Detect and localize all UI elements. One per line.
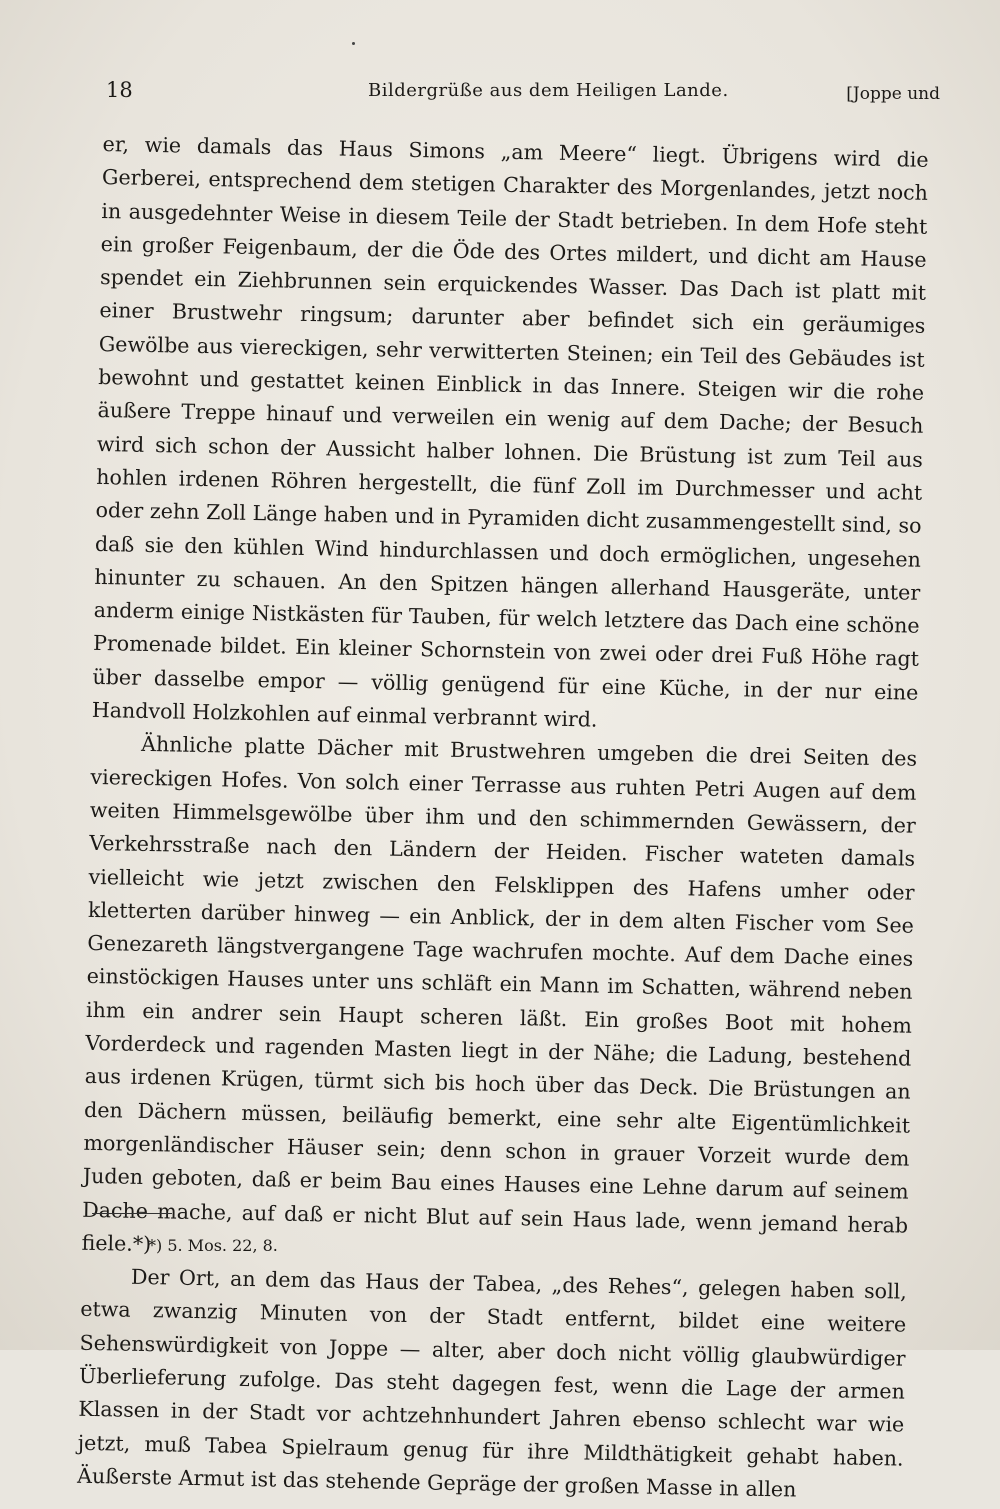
page-number: 18 — [106, 78, 133, 102]
section-marker: [Joppe und — [846, 84, 940, 104]
paragraph: Ähnliche platte Dächer mit Brustwehren umgeben die drei Seiten des viereckigen Hofes. Von solch einer Terrasse aus ruhten Petri Augen auf dem weiten Himmelsgewölbe über ihm und den schimmernden Gewässern, der Verkehrsstraße nach den Ländern der Heiden. Fischer wateten damals vielleicht wie jetzt zwischen den Felsklippen des Hafens umher oder kletterten darüber hinweg — ein Anblick, der in dem alten Fischer vom See Genezareth längstvergangene Tage wachrufen mochte. Auf dem Dache eines einstöckigen Hauses unter uns schläft ein Mann im Schatten, während neben ihm ein andrer sein Haupt scheren läßt. Ein großes Boot mit hohem Vorderdeck und ragenden Masten liegt in der Nähe; die Ladung, bestehend aus irdenen Krügen, türmt sich bis hoch über das Deck. Die Brüstungen an den Dächern müssen, beiläufig bemerkt, eine sehr alte Eigentümlichkeit morgenländischer Häuser sein; denn schon in grauer Vorzeit wurde dem Juden geboten, daß er beim Bau eines Hauses eine Lehne darum auf seinem Dache mache, auf daß er nicht Blut auf sein Haus lade, wenn jemand herab fiele.*) — [81, 732, 918, 1256]
running-head — [100, 78, 940, 108]
paragraph: Der Ort, an dem das Haus der Tabea, „des Rehes“, gelegen haben soll, etwa zwanzig Minuten von der Stadt entfernt, bildet eine weitere Sehenswürdigkeit von Joppe — alter, aber doch nicht völlig glaubwürdiger Überlieferung zufolge. Das steht dagegen fest, wenn die Lage der armen Klassen in der Stadt vor achtzehnhundert Jahren ebenso schlecht war wie jetzt, muß Tabea Spielraum genug für ihre Mildthätigkeit gehabt haben. Äußerste Armut ist das stehende Gepräge der großen Masse in allen — [76, 1264, 908, 1502]
body-text — [77, 128, 929, 1509]
paragraph: er, wie damals das Haus Simons „am Meere“ liegt. Übrigens wird die Gerberei, entsprechend dem stetigen Charakter des Morgenlandes, jetzt noch in ausgedehnter Weise in diesem Teile der Stadt betrieben. In dem Hofe steht ein großer Feigenbaum, der die Öde des Ortes mildert, und dicht am Hause spendet ein Ziehbrunnen sein erquickendes Wasser. Das Dach ist platt mit einer Brustwehr ringsum; darunter aber befindet sich ein geräumiges Gewölbe aus viereckigen, sehr verwitterten Steinen; ein Teil des Gebäudes ist bewohnt und gestattet keinen Einblick in das Innere. Steigen wir die rohe äußere Treppe hinauf und verweilen ein wenig auf dem Dache; der Besuch wird sich schon der Aussicht halber lohnen. Die Brüstung ist zum Teil aus hohlen irdenen Röhren hergestellt, die fünf Zoll im Durchmesser und acht oder zehn Zoll Länge haben und in Pyramiden dicht zusammengestellt sind, so daß sie den kühlen Wind hindurchlassen und doch ermöglichen, ungesehen hinunter zu schauen. An den Spitzen hängen allerhand Hausgeräte, unter anderm einige Nistkästen für Tauben, für welch letztere das Dach eine schöne Promenade bildet. Ein kleiner Schornstein von zwei oder drei Fuß Höhe ragt über dasselbe empor — völlig genügend für eine Küche, in der nur eine Handvoll Holzkohlen auf einmal verbrannt wird. — [91, 131, 929, 732]
print-speck — [352, 42, 355, 45]
footnote-rule — [92, 1213, 172, 1214]
running-title: Bildergrüße aus dem Heiligen Lande. — [368, 80, 729, 101]
footnote: *) 5. Mos. 22, 8. — [148, 1236, 278, 1255]
